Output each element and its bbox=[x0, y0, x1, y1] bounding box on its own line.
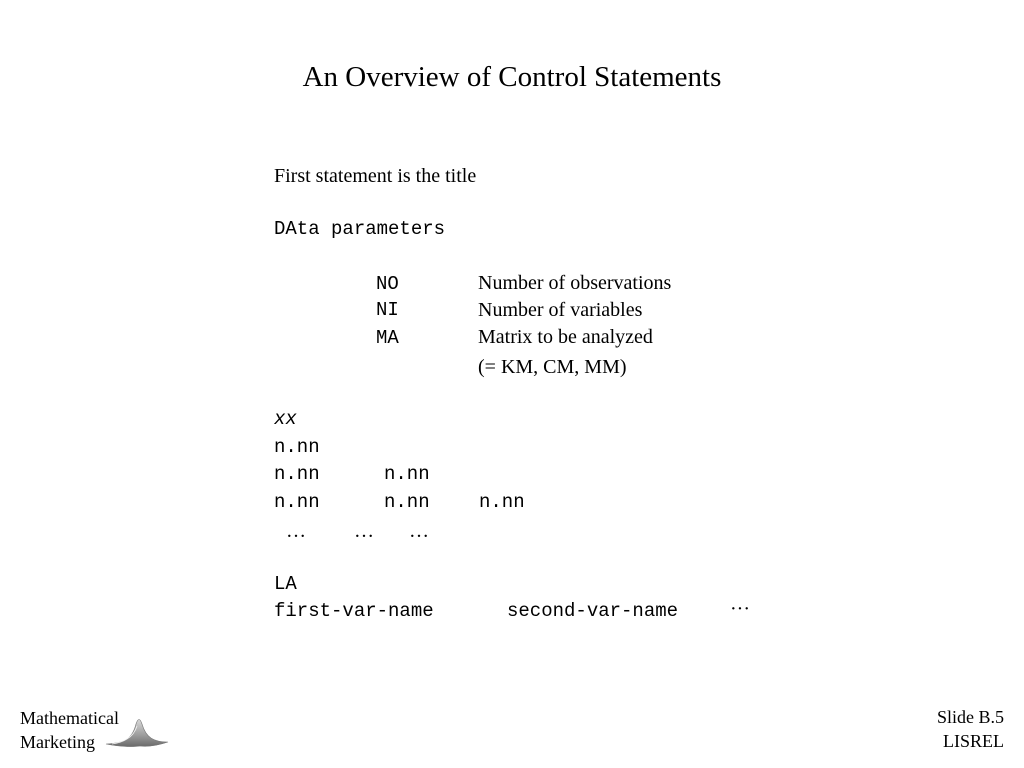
ellipsis-1: … bbox=[286, 520, 306, 542]
la-more-ellipsis: ··· bbox=[730, 598, 750, 620]
param-desc-no: Number of observations bbox=[478, 272, 672, 294]
footer-slide-info bbox=[937, 705, 1004, 753]
matrix-cell-3-3: n.nn bbox=[479, 491, 525, 513]
param-desc-ni: Number of variables bbox=[478, 299, 643, 321]
la-second-var-name: second-var-name bbox=[507, 600, 679, 622]
footer-left-line1: Mathematical bbox=[20, 708, 119, 728]
la-keyword: LA bbox=[274, 573, 297, 595]
ellipsis-3: … bbox=[409, 520, 429, 542]
ellipsis-2: … bbox=[354, 520, 374, 542]
matrix-header: xx bbox=[274, 408, 297, 430]
distribution-curve-logo bbox=[104, 716, 170, 750]
ma-options-note: (= KM, CM, MM) bbox=[478, 356, 627, 378]
matrix-cell-3-1: n.nn bbox=[274, 491, 320, 513]
matrix-cell-1-1: n.nn bbox=[274, 436, 320, 458]
footer-slide-number: Slide B.5 bbox=[936, 707, 1004, 727]
param-desc-ma: Matrix to be analyzed bbox=[478, 326, 653, 348]
footer-topic: LISREL bbox=[943, 731, 1004, 751]
la-first-var-name: first-var-name bbox=[274, 600, 434, 622]
matrix-cell-2-1: n.nn bbox=[274, 463, 320, 485]
param-code-ni: NI bbox=[376, 299, 399, 321]
matrix-cell-2-2: n.nn bbox=[384, 463, 430, 485]
param-code-no: NO bbox=[376, 273, 399, 295]
footer-left-line2: Marketing bbox=[20, 732, 95, 752]
param-code-ma: MA bbox=[376, 327, 399, 349]
matrix-cell-3-2: n.nn bbox=[384, 491, 430, 513]
data-parameters-line: DAta parameters bbox=[274, 218, 446, 240]
intro-text: First statement is the title bbox=[274, 165, 477, 187]
slide-title: An Overview of Control Statements bbox=[302, 61, 722, 93]
